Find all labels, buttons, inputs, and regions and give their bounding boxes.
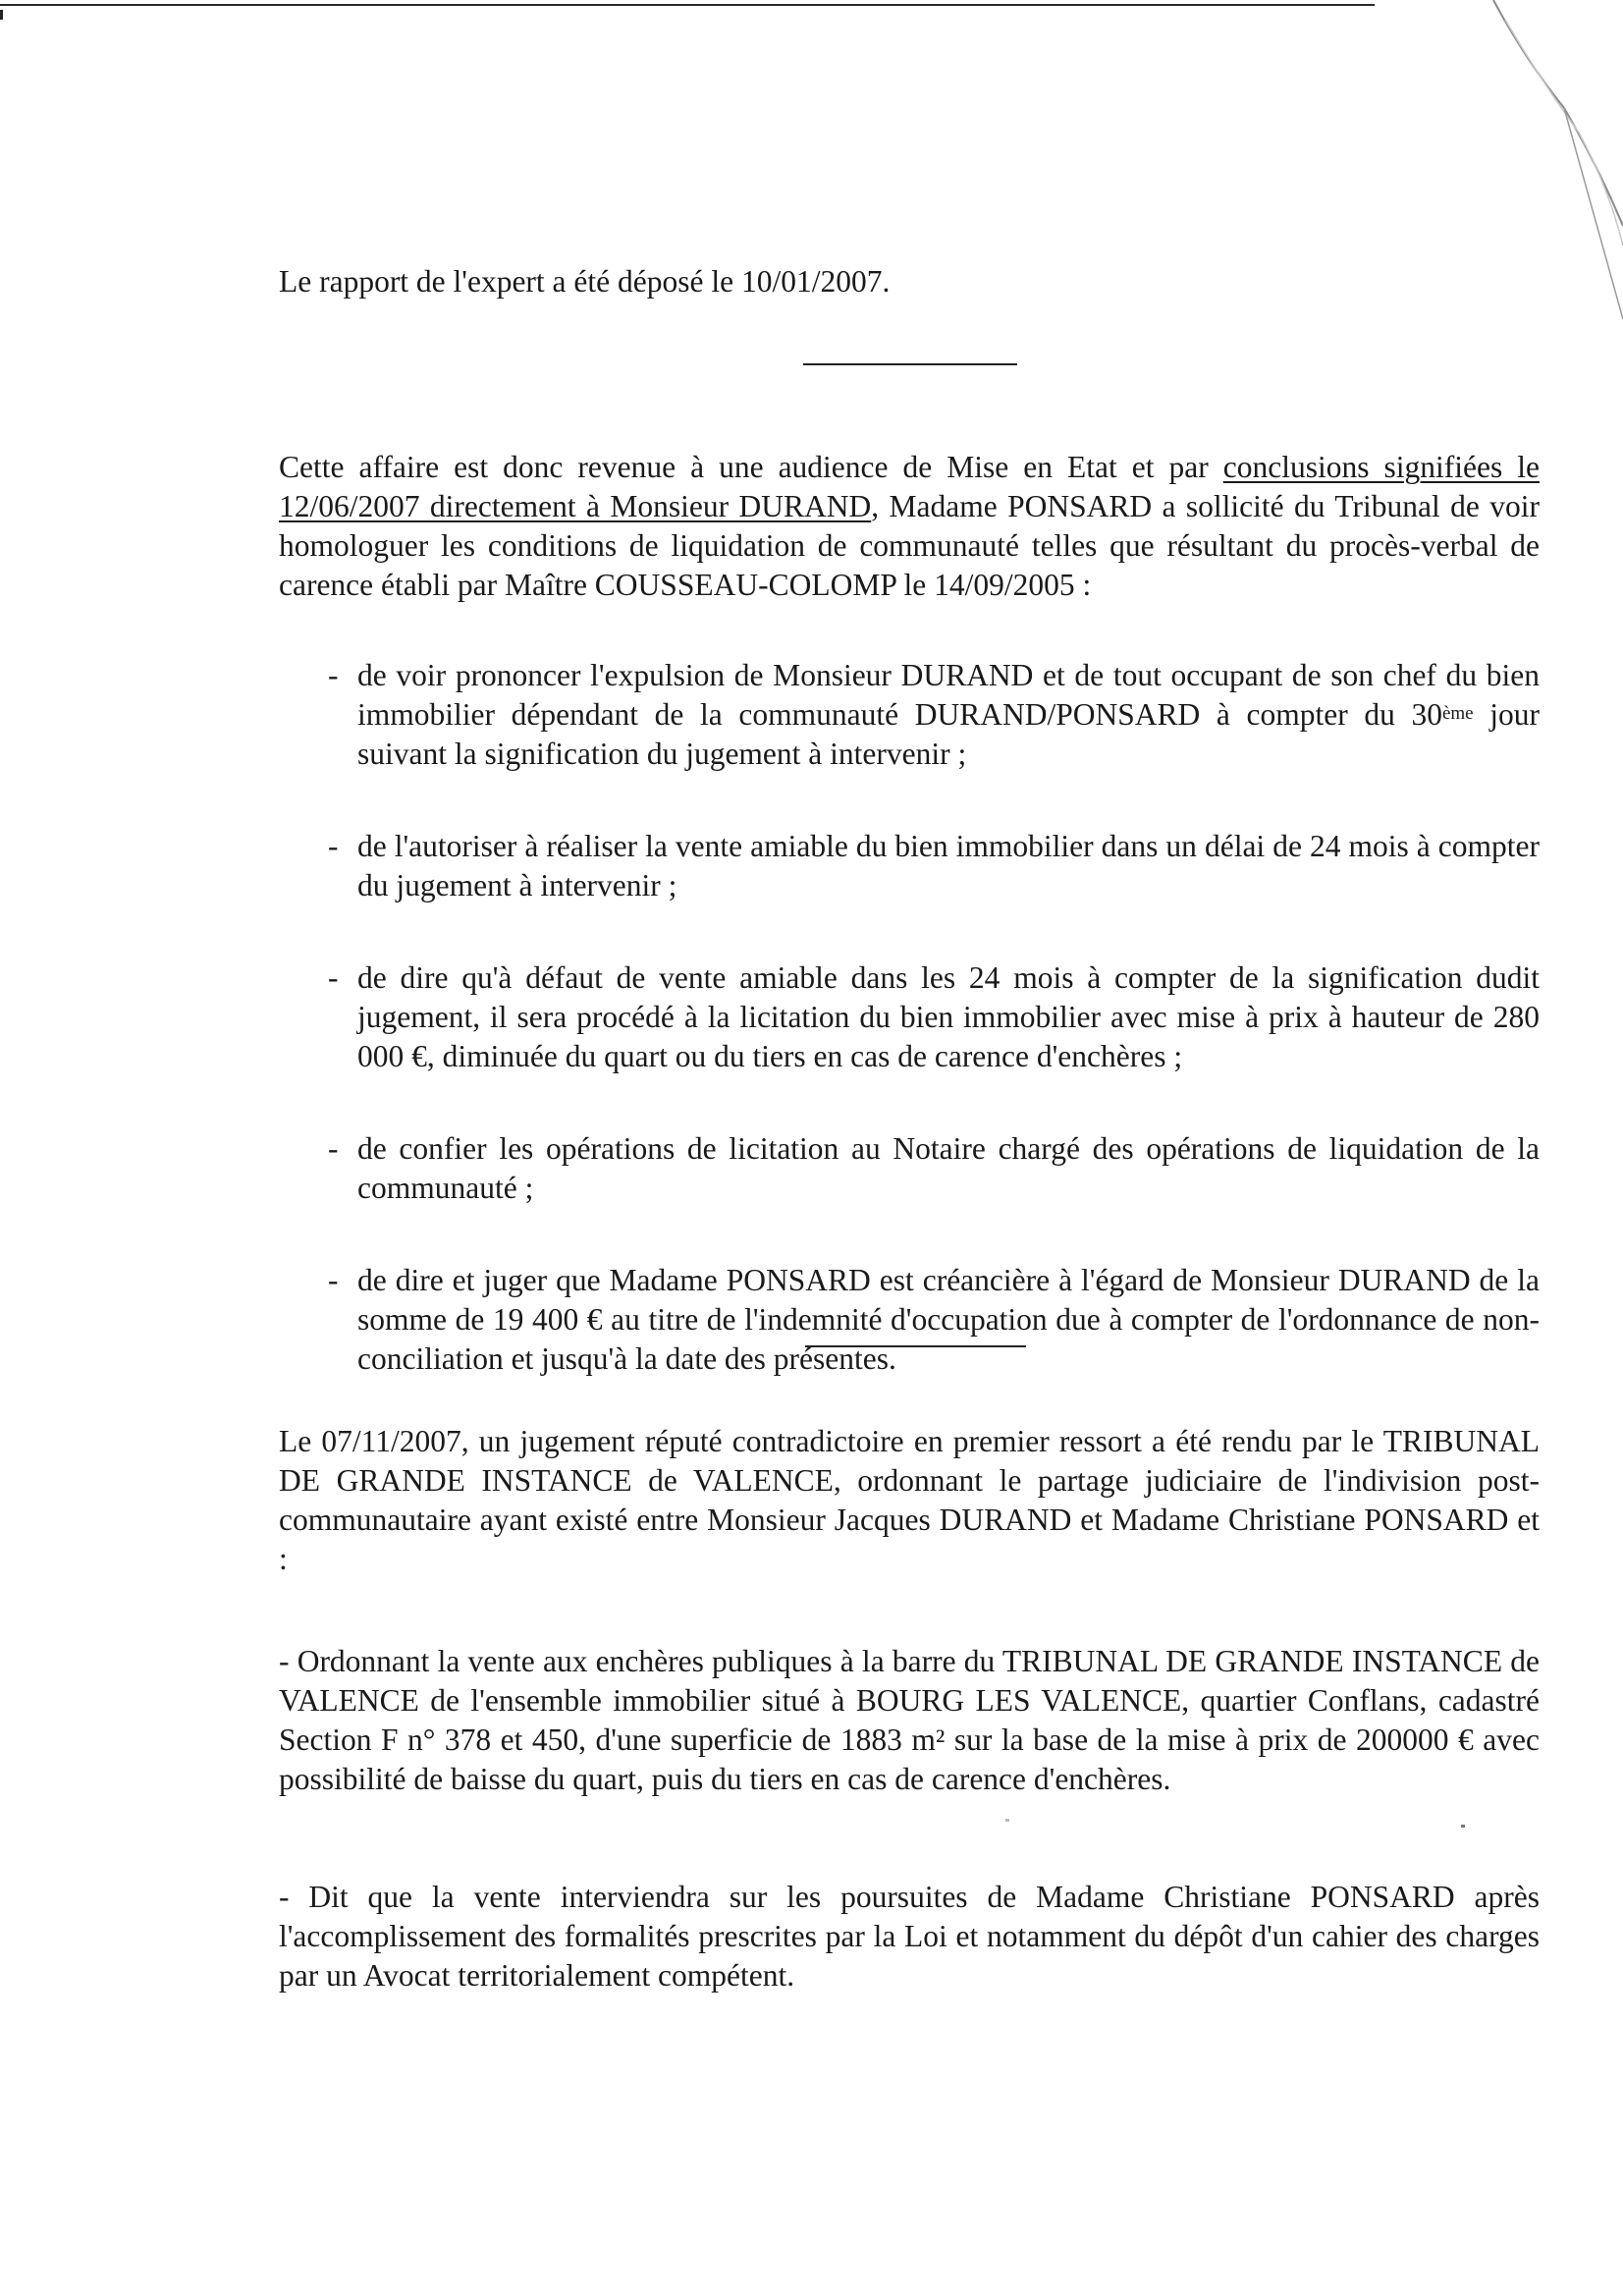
scan-speck [1005, 1819, 1009, 1822]
scan-speck [1461, 1825, 1465, 1828]
request-text: de dire qu'à défaut de vente amiable dans les 24 mois à compter de la signification dudit jugement, il sera procédé à la licitation du bien immobilier avec mise à prix à hauteur de 280 000 €, diminuée du quart ou du tiers en cas de carence d'enchères ; [357, 959, 1540, 1073]
ordinal-superscript: ème [1441, 702, 1474, 724]
conclusions-paragraph [279, 448, 1540, 605]
conclusions-text-end: , Madame PONSARD a sollicité du Tribunal de voir homologuer les conditions de liquidation de communauté telles que résultant du procès-verbal de carence établi par Maître COUSSEAU-COLOMP le 14/09/2005 : [279, 489, 1540, 602]
request-item [279, 1129, 1540, 1208]
request-text: de confier les opérations de licitation au Notaire chargé des opérations de liquidation de la communauté ; [357, 1130, 1540, 1205]
expert-report-paragraph [279, 259, 1540, 303]
auction-paragraph [279, 1642, 1540, 1799]
judgment-paragraph [279, 1422, 1540, 1579]
list-dash: - [328, 1262, 339, 1297]
request-text: de l'autoriser à réaliser la vente amiable du bien immobilier dans un délai de 24 mois à compter du jugement à intervenir ; [357, 828, 1540, 902]
conclusions-underlined: conclusions signifiées le 12/06/2007 directement à Monsieur DURAND [279, 450, 1540, 523]
scan-mark [0, 10, 3, 20]
sale-conditions-paragraph [279, 1878, 1540, 1995]
separator-rule [805, 1345, 1026, 1347]
request-text [357, 656, 1540, 774]
expert-report-text: Le rapport de l'expert a été déposé le 10/01/2007. [279, 264, 891, 299]
conclusions-text-start: Cette affaire est donc revenue à une audience de Mise en Etat et par [279, 450, 1223, 484]
request-item [279, 656, 1540, 774]
request-text-end: jour suivant la signification du jugement à intervenir ; [357, 696, 1540, 771]
auction-text: - Ordonnant la vente aux enchères publiques à la barre du TRIBUNAL DE GRANDE INSTANCE de VALENCE de l'ensemble immobilier situé à BOURG LES VALENCE, quartier Conflans, cadastré Section F n° 378 et 450, d'une superficie de 1883 m² sur la base de la mise à prix de 200000 € avec possibilité de baisse du quart, puis du tiers en cas de carence d'enchères. [279, 1644, 1540, 1796]
judgment-text: Le 07/11/2007, un jugement réputé contradictoire en premier ressort a été rendu par le TRIBUNAL DE GRANDE INSTANCE de VALENCE, ordonnant le partage judiciaire de l'indivision post-communautaire ayant existé entre Monsieur Jacques DURAND et Madame Christiane PONSARD et : [279, 1424, 1540, 1576]
request-item [279, 958, 1540, 1076]
list-dash: - [328, 657, 339, 692]
request-item [279, 827, 1540, 905]
list-dash: - [328, 1130, 339, 1166]
request-item [279, 1261, 1540, 1379]
separator-rule [803, 363, 1017, 365]
request-text: de dire et juger que Madame PONSARD est créancière à l'égard de Monsieur DURAND de la somme de 19 400 € au titre de l'indemnité d'occupation due à compter de l'ordonnance de non-conciliation et jusqu'à la date des présentes. [357, 1262, 1540, 1376]
list-dash: - [328, 959, 339, 995]
conclusions-text [279, 448, 1540, 605]
list-dash: - [328, 828, 339, 863]
request-text-main: de voir prononcer l'expulsion de Monsieur DURAND et de tout occupant de son chef du bien immobilier dépendant de la communauté DURAND/PONSARD à compter du 30 [357, 657, 1540, 732]
requests-list [279, 625, 1540, 1409]
sale-conditions-text: - Dit que la vente interviendra sur les poursuites de Madame Christiane PONSARD après l'accomplissement des formalités prescrites par la Loi et notamment du dépôt d'un cahier des charges par un Avocat territorialement compétent. [279, 1880, 1540, 1993]
scan-edge-line [0, 4, 1375, 6]
